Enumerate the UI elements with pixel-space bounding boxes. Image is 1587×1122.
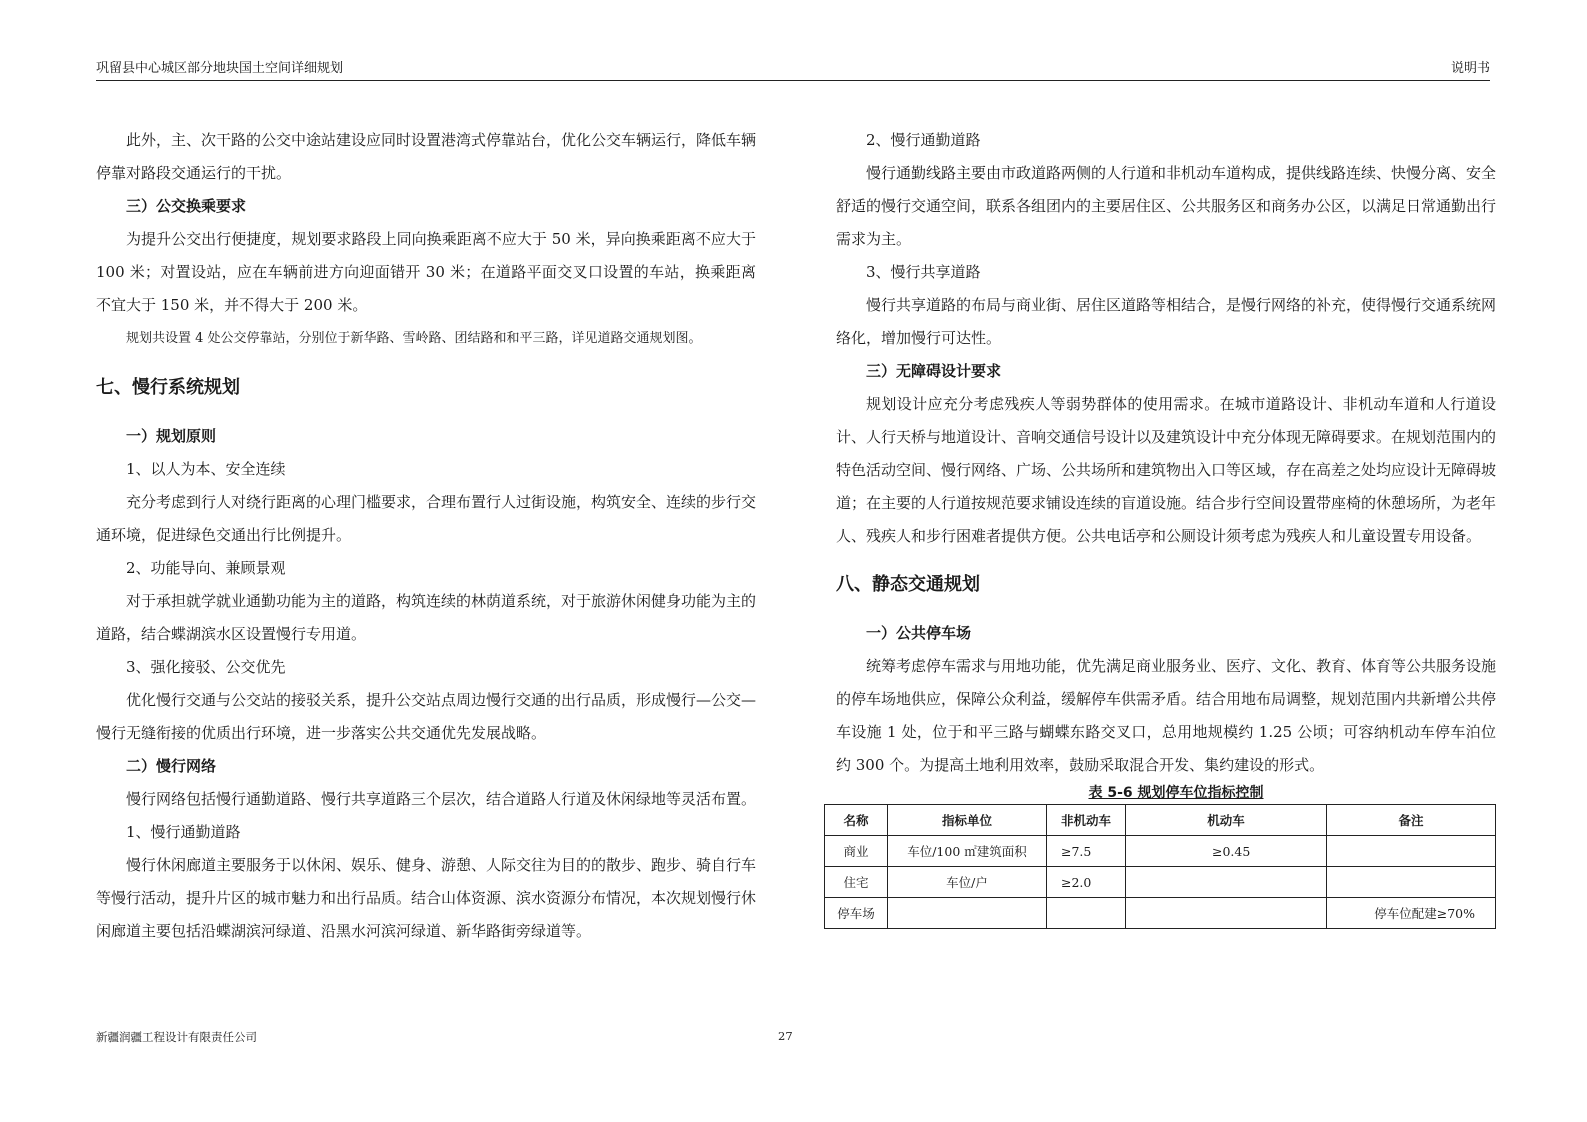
table-header-cell: 机动车 [1126,805,1327,836]
table-header-cell: 非机动车 [1047,805,1126,836]
document-type: 说明书 [1450,61,1490,76]
table-row [825,867,1496,898]
table-cell: 停车位配建≥70% [1327,898,1496,929]
table-header-cell: 名称 [825,805,888,836]
subheading-barrier-free: 三）无障碍设计要求 [866,362,1002,380]
paragraph: 优化慢行交通与公交站的接驳关系，提升公交站点周边慢行交通的出行品质，形成慢行—公交—慢行无缝衔接的优质出行环境，进一步落实公共交通优先发展战略。 [96,691,757,742]
page-header [96,58,1490,81]
table-header-cell: 备注 [1327,805,1496,836]
table-cell [1126,898,1327,929]
list-item: 3、强化接驳、公交优先 [126,658,286,676]
list-item: 1、慢行通勤道路 [126,823,241,841]
footer-company: 新疆润疆工程设计有限责任公司 [96,1030,257,1044]
table-cell [1047,898,1126,929]
table-cell: 住宅 [825,867,888,898]
list-item: 2、慢行通勤道路 [866,131,981,149]
paragraph: 充分考虑到行人对绕行距离的心理门槛要求，合理布置行人过街设施，构筑安全、连续的步行交通环境，促进绿色交通出行比例提升。 [96,493,757,544]
paragraph-note: 规划共设置 4 处公交停靠站，分别位于新华路、雪岭路、团结路和和平三路，详见道路交通规划图。 [126,331,702,346]
table-cell: ≥2.0 [1047,867,1126,898]
right-column [836,124,1496,929]
table-cell [888,898,1047,929]
subheading-parking: 一）公共停车场 [866,624,972,642]
paragraph: 慢行共享道路的布局与商业街、居住区道路等相结合，是慢行网络的补充，使得慢行交通系统网络化，增加慢行可达性。 [836,296,1497,347]
table-cell: 停车场 [825,898,888,929]
table-row [825,836,1496,867]
parking-index-table [824,804,1496,929]
table-header-row [825,805,1496,836]
table-cell: ≥0.45 [1126,836,1327,867]
paragraph: 为提升公交出行便捷度，规划要求路段上同向换乘距离不应大于 50 米，异向换乘距离不应大于 100 米；对置设站，应在车辆前进方向迎面错开 30 米；在道路平面交叉口设置的车站，换乘距离不宜大于 150 米，并不得大于 200 米。 [96,230,756,314]
list-item: 3、慢行共享道路 [866,263,981,281]
subheading-network: 二）慢行网络 [126,757,217,775]
subheading-principle: 一）规划原则 [126,427,217,445]
table-cell: 商业 [825,836,888,867]
left-column [96,124,756,948]
list-item: 2、功能导向、兼顾景观 [126,559,286,577]
page-number: 27 [778,1029,793,1043]
table-row [825,898,1496,929]
section-heading-8: 八、静态交通规划 [836,574,980,595]
table-cell: ≥7.5 [1047,836,1126,867]
list-item: 1、以人为本、安全连续 [126,460,286,478]
table-cell [1327,867,1496,898]
table-cell: 车位/户 [888,867,1047,898]
paragraph: 规划设计应充分考虑残疾人等弱势群体的使用需求。在城市道路设计、非机动车道和人行道设计、人行天桥与地道设计、音响交通信号设计以及建筑设计中充分体现无障碍要求。在规划范围内的特色活动空间、慢行网络、广场、公共场所和建筑物出入口等区域，存在高差之处均应设计无障碍坡道；在主要的人行道按规范要求铺设连续的盲道设施。结合步行空间设置带座椅的休憩场所，为老年人、残疾人和步行困难者提供方便。公共电话亭和公厕设计须考虑为残疾人和儿童设置专用设备。 [836,395,1497,545]
table-cell [1126,867,1327,898]
document-title: 巩留县中心城区部分地块国土空间详细规划 [96,61,344,76]
table-cell: 车位/100 ㎡建筑面积 [888,836,1047,867]
section-heading-7: 七、慢行系统规划 [96,377,240,398]
table-header-cell: 指标单位 [888,805,1047,836]
paragraph: 慢行休闲廊道主要服务于以休闲、娱乐、健身、游憩、人际交往为目的的散步、跑步、骑自行车等慢行活动，提升片区的城市魅力和出行品质。结合山体资源、滨水资源分布情况，本次规划慢行休闲廊道主要包括沿蝶湖滨河绿道、沿黑水河滨河绿道、新华路街旁绿道等。 [96,856,757,940]
paragraph: 慢行网络包括慢行通勤道路、慢行共享道路三个层次，结合道路人行道及休闲绿地等灵活布置。 [126,790,757,808]
paragraph: 慢行通勤线路主要由市政道路两侧的人行道和非机动车道构成，提供线路连续、快慢分离、安全舒适的慢行交通空间，联系各组团内的主要居住区、公共服务区和商务办公区，以满足日常通勤出行需求为主。 [836,164,1497,248]
paragraph: 此外，主、次干路的公交中途站建设应同时设置港湾式停靠站台，优化公交车辆运行，降低车辆停靠对路段交通运行的干扰。 [96,131,757,182]
subheading-transfer: 三）公交换乘要求 [126,197,247,215]
table-cell [1327,836,1496,867]
table-title: 表 5-6 规划停车位指标控制 [1088,785,1264,801]
paragraph: 对于承担就学就业通勤功能为主的道路，构筑连续的林荫道系统，对于旅游休闲健身功能为主的道路，结合蝶湖滨水区设置慢行专用道。 [96,592,757,643]
paragraph: 统筹考虑停车需求与用地功能，优先满足商业服务业、医疗、文化、教育、体育等公共服务设施的停车场地供应，保障公众利益，缓解停车供需矛盾。结合用地布局调整，规划范围内共新增公共停车设施 1 处，位于和平三路与蝴蝶东路交叉口，总用地规模约 1.25 公顷；可容纳机动车停车泊位约 300 个。为提高土地利用效率，鼓励采取混合开发、集约建设的形式。 [836,657,1497,774]
